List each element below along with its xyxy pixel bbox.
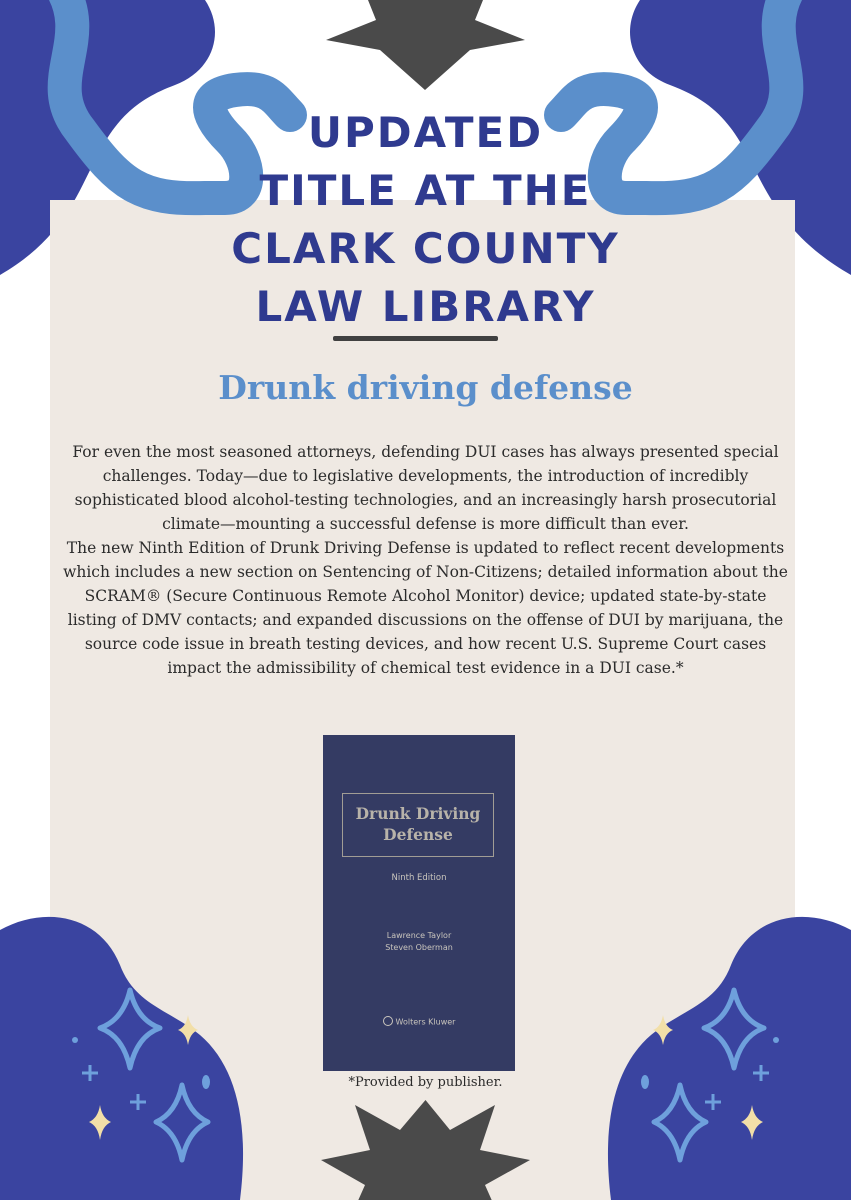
cover-publisher [323, 1017, 515, 1027]
dot-icon [773, 1037, 779, 1043]
publisher-logo-icon [383, 1016, 393, 1026]
cover-title-line: Drunk Driving [355, 804, 481, 823]
cover-author: Lawrence Taylor [386, 931, 452, 940]
bottom-star-shape [321, 1100, 530, 1200]
title-divider [333, 336, 498, 341]
title-line: LAW LIBRARY [255, 282, 596, 331]
title-line: CLARK COUNTY [231, 224, 620, 273]
description [60, 440, 791, 680]
poster-title [0, 104, 851, 336]
title-line: UPDATED [307, 108, 544, 157]
cover-title-frame [342, 793, 494, 857]
book-subtitle: Drunk driving defense [218, 368, 633, 407]
cover-edition: Ninth Edition [391, 873, 447, 883]
description-paragraph: For even the most seasoned attorneys, defending DUI cases has always presented special challenges. Today—due to legislative developments, the introduction of incredibly sophisticated blood alcohol-testing technologies, and an increasingly harsh prosecutorial climate—mounting a successful defense is more difficult than ever. [72, 443, 779, 533]
bottom-left-blob [0, 917, 243, 1200]
cover-title-line: Defense [383, 825, 453, 844]
publisher-note: *Provided by publisher. [348, 1075, 503, 1090]
cover-author: Steven Oberman [385, 943, 453, 952]
title-line: TITLE AT THE [259, 166, 592, 215]
book-cover [323, 735, 515, 1071]
publisher-name: Wolters Kluwer [395, 1017, 456, 1027]
dot-icon [72, 1037, 78, 1043]
description-paragraph: The new Ninth Edition of Drunk Driving Defense is updated to reflect recent developments which includes a new section on Sentencing of Non-Citizens; detailed information about the SCRAM® (Secure Continuous Remote Alcohol Monitor) device; updated state-by-state listing of DMV contacts; and expanded discussions on the offense of DUI by marijuana, the source code issue in breath testing devices, and how recent U.S. Supreme Court cases impact the admissibility of chemical test evidence in a DUI case.* [63, 539, 788, 677]
